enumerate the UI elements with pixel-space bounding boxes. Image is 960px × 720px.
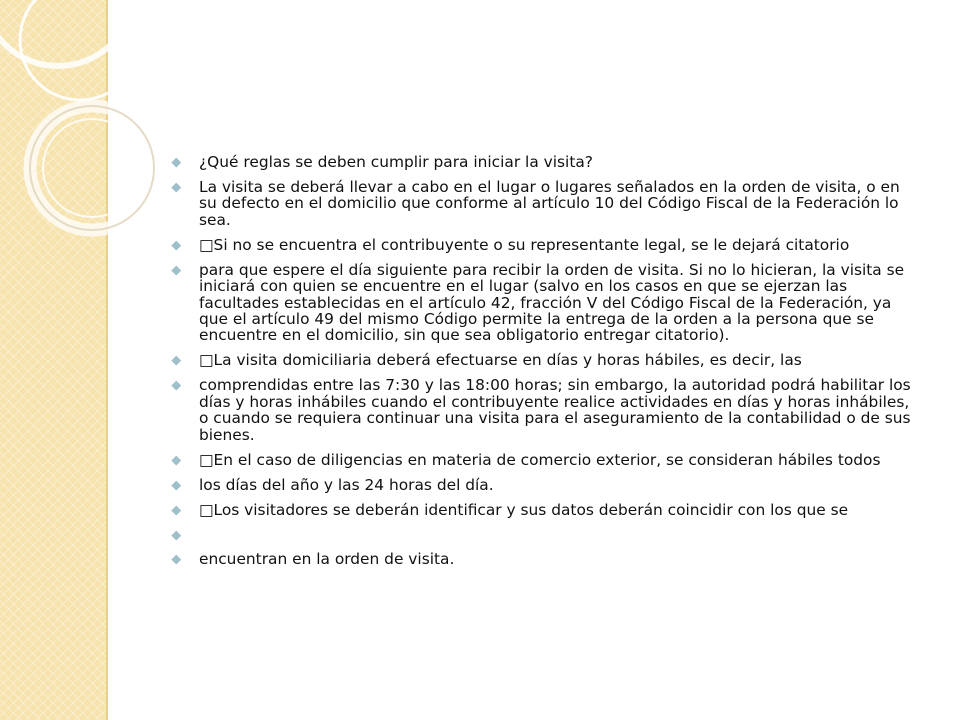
bullet-text: ¿Qué reglas se deben cumplir para iniciar la visita?: [199, 153, 593, 171]
bullet-item: [172, 262, 917, 344]
bullet-text: Si no se encuentra el contribuyente o su representante legal, se le dejará citatorio: [213, 235, 850, 254]
bullet-text: para que espere el día siguiente para recibir la orden de visita. Si no lo hicieran, la visita se iniciará con quien se encuentre en el lugar (salvo en los casos en que se ejerzan las facultades establecidas en el artículo 42, fracción V del Código Fiscal de la Federación, ya que el artículo 49 del mismo Código permite la entrega de la orden a la persona que se encuentre en el domicilio, sin que sea obligatorio entregar citatorio).: [199, 260, 905, 345]
bullet-item: [172, 527, 917, 543]
decorative-side-panel: [0, 0, 106, 720]
side-panel-edge: [106, 0, 108, 720]
bullet-text: los días del año y las 24 horas del día.: [199, 475, 494, 494]
missing-glyph-icon: □: [199, 500, 214, 519]
bullet-text: En el caso de diligencias en materia de comercio exterior, se consideran hábiles todos: [213, 450, 881, 469]
missing-glyph-icon: □: [199, 450, 214, 469]
missing-glyph-icon: □: [199, 351, 214, 370]
bullet-item: [172, 502, 917, 518]
bullet-item: [172, 551, 917, 567]
slide-content: [172, 154, 917, 576]
bullet-item: [172, 352, 917, 368]
bullet-text: Los visitadores se deberán identificar y sus datos deberán coincidir con los que se: [213, 500, 849, 519]
bullet-text: comprendidas entre las 7:30 y las 18:00 horas; sin embargo, la autoridad podrá habilitar los días y horas inhábiles cuando el contribuyente realice actividades en días y horas inhábiles, o cuando se requiera continuar una visita para el aseguramiento de la contabilidad o de sus bienes.: [199, 376, 911, 444]
bullet-item: [172, 377, 917, 443]
bullet-item: [172, 179, 917, 228]
bullet-item: [172, 154, 917, 170]
bullet-text: La visita domiciliaria deberá efectuarse en días y horas hábiles, es decir, las: [213, 351, 802, 370]
bullet-item: [172, 477, 917, 493]
bullet-item: [172, 452, 917, 468]
missing-glyph-icon: □: [199, 235, 214, 254]
bullet-list: [172, 154, 917, 568]
bullet-item: [172, 237, 917, 253]
bullet-text: encuentran en la orden de visita.: [199, 550, 455, 569]
bullet-text: La visita se deberá llevar a cabo en el lugar o lugares señalados en la orden de visita, o en su defecto en el domicilio que conforme al artículo 10 del Código Fiscal de la Federación lo sea.: [199, 178, 900, 229]
